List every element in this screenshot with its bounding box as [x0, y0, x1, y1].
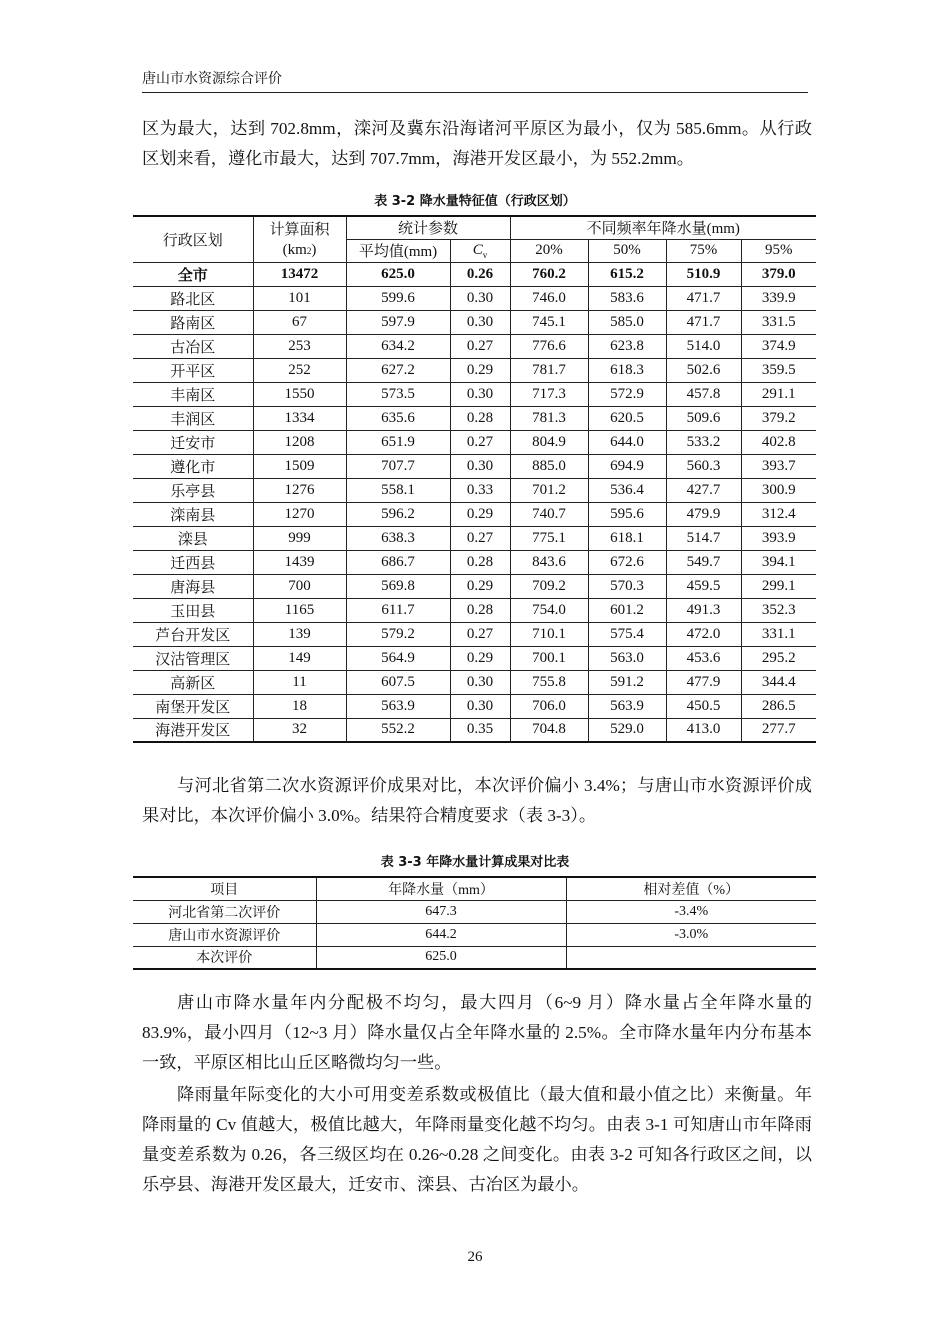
cell-p50: 618.1 — [588, 526, 666, 550]
table-body — [133, 900, 816, 969]
cell-p95: 393.7 — [741, 454, 816, 478]
table-row — [133, 694, 816, 718]
cell-p50: 615.2 — [588, 262, 666, 286]
cell-cv: 0.28 — [450, 598, 510, 622]
cell-p75: 479.9 — [666, 502, 741, 526]
cell-area: 139 — [253, 622, 346, 646]
cell-mean: 564.9 — [346, 646, 450, 670]
cell-p95: 359.5 — [741, 358, 816, 382]
header-p95: 95% — [741, 239, 816, 262]
cell-area: 1165 — [253, 598, 346, 622]
cell-area: 13472 — [253, 262, 346, 286]
header-area-unit: (km2) — [253, 239, 346, 262]
cell-p50: 563.0 — [588, 646, 666, 670]
table-row — [133, 622, 816, 646]
cell-item: 河北省第二次评价 — [133, 900, 316, 923]
cell-area: 252 — [253, 358, 346, 382]
cell-p50: 618.3 — [588, 358, 666, 382]
cell-cv: 0.27 — [450, 334, 510, 358]
table-row — [133, 718, 816, 742]
header-diff: 相对差值（%） — [566, 877, 816, 900]
table-row — [133, 946, 816, 969]
cell-mean: 597.9 — [346, 310, 450, 334]
cell-mean: 579.2 — [346, 622, 450, 646]
cell-region: 古冶区 — [133, 334, 253, 358]
cell-p20: 804.9 — [510, 430, 588, 454]
cell-p50: 623.8 — [588, 334, 666, 358]
header-freq: 不同频率年降水量(mm) — [510, 216, 816, 239]
cell-region: 高新区 — [133, 670, 253, 694]
cell-region: 开平区 — [133, 358, 253, 382]
cell-p20: 700.1 — [510, 646, 588, 670]
cell-p50: 572.9 — [588, 382, 666, 406]
cell-area: 1550 — [253, 382, 346, 406]
table-row — [133, 430, 816, 454]
cell-p75: 471.7 — [666, 310, 741, 334]
cell-p95: 402.8 — [741, 430, 816, 454]
cell-p95: 374.9 — [741, 334, 816, 358]
cell-area: 1334 — [253, 406, 346, 430]
cell-p20: 776.6 — [510, 334, 588, 358]
cell-mean: 607.5 — [346, 670, 450, 694]
paragraph-2: 与河北省第二次水资源评价成果对比，本次评价偏小 3.4%；与唐山市水资源评价成果对比，本次评价偏小 3.0%。结果符合精度要求（表 3-3）。 — [142, 776, 812, 825]
cell-mean: 558.1 — [346, 478, 450, 502]
cell-p50: 529.0 — [588, 718, 666, 742]
cell-p50: 620.5 — [588, 406, 666, 430]
cell-cv: 0.27 — [450, 526, 510, 550]
cell-area: 700 — [253, 574, 346, 598]
header-p50: 50% — [588, 239, 666, 262]
cell-p20: 704.8 — [510, 718, 588, 742]
cell-p75: 509.6 — [666, 406, 741, 430]
cell-p75: 459.5 — [666, 574, 741, 598]
table-header-row — [133, 877, 816, 900]
cell-mean: 611.7 — [346, 598, 450, 622]
cell-p20: 781.3 — [510, 406, 588, 430]
table-row — [133, 382, 816, 406]
cell-p75: 450.5 — [666, 694, 741, 718]
cell-p75: 502.6 — [666, 358, 741, 382]
cell-annual: 625.0 — [316, 946, 566, 969]
cell-area: 1208 — [253, 430, 346, 454]
cell-cv: 0.30 — [450, 382, 510, 406]
table-header-row-1 — [133, 216, 816, 239]
table-row — [133, 923, 816, 946]
cell-mean: 638.3 — [346, 526, 450, 550]
cell-p75: 453.6 — [666, 646, 741, 670]
cell-diff — [566, 946, 816, 969]
cell-cv: 0.33 — [450, 478, 510, 502]
cell-region: 丰南区 — [133, 382, 253, 406]
table-total-row — [133, 262, 816, 286]
cell-p95: 352.3 — [741, 598, 816, 622]
cell-cv: 0.28 — [450, 406, 510, 430]
cell-cv: 0.27 — [450, 430, 510, 454]
paragraph-1: 区为最大，达到 702.8mm，滦河及冀东沿海诸河平原区为最小，仅为 585.6mm。从行政区划来看，遵化市最大，达到 707.7mm，海港开发区最小，为 552.2mm。 — [142, 119, 812, 168]
cell-p50: 570.3 — [588, 574, 666, 598]
cell-cv: 0.29 — [450, 646, 510, 670]
cell-area: 18 — [253, 694, 346, 718]
cell-cv: 0.30 — [450, 694, 510, 718]
cell-p20: 843.6 — [510, 550, 588, 574]
cell-p20: 755.8 — [510, 670, 588, 694]
cell-diff: -3.0% — [566, 923, 816, 946]
cell-area: 101 — [253, 286, 346, 310]
cell-cv: 0.29 — [450, 502, 510, 526]
cell-region: 海港开发区 — [133, 718, 253, 742]
cell-p95: 393.9 — [741, 526, 816, 550]
cell-p50: 536.4 — [588, 478, 666, 502]
cell-p20: 745.1 — [510, 310, 588, 334]
cell-cv: 0.28 — [450, 550, 510, 574]
cell-p75: 457.8 — [666, 382, 741, 406]
cell-annual: 647.3 — [316, 900, 566, 923]
cell-p95: 295.2 — [741, 646, 816, 670]
cell-region: 玉田县 — [133, 598, 253, 622]
table-3-2-caption: 表 3-2 降水量特征值（行政区划） — [374, 194, 576, 209]
table-row — [133, 358, 816, 382]
table-row — [133, 454, 816, 478]
header-stats: 统计参数 — [346, 216, 510, 239]
cell-diff: -3.4% — [566, 900, 816, 923]
cell-region: 遵化市 — [133, 454, 253, 478]
cell-p95: 299.1 — [741, 574, 816, 598]
cell-item: 唐山市水资源评价 — [133, 923, 316, 946]
header-item: 项目 — [133, 877, 316, 900]
cell-p75: 472.0 — [666, 622, 741, 646]
cell-p20: 710.1 — [510, 622, 588, 646]
table-row — [133, 502, 816, 526]
cell-mean: 563.9 — [346, 694, 450, 718]
cell-p75: 560.3 — [666, 454, 741, 478]
cell-area: 1439 — [253, 550, 346, 574]
cell-p20: 754.0 — [510, 598, 588, 622]
cell-mean: 686.7 — [346, 550, 450, 574]
cell-area: 1276 — [253, 478, 346, 502]
table-3-3-caption: 表 3-3 年降水量计算成果对比表 — [380, 855, 570, 870]
table-row — [133, 526, 816, 550]
cell-mean: 635.6 — [346, 406, 450, 430]
cell-cv: 0.27 — [450, 622, 510, 646]
table-row — [133, 334, 816, 358]
cell-mean: 625.0 — [346, 262, 450, 286]
table-row — [133, 286, 816, 310]
cell-region: 全市 — [133, 262, 253, 286]
cell-p20: 775.1 — [510, 526, 588, 550]
table-row — [133, 478, 816, 502]
cell-p20: 717.3 — [510, 382, 588, 406]
cell-p75: 491.3 — [666, 598, 741, 622]
cell-cv: 0.29 — [450, 358, 510, 382]
cell-cv: 0.30 — [450, 286, 510, 310]
cell-region: 唐海县 — [133, 574, 253, 598]
cell-area: 11 — [253, 670, 346, 694]
cell-region: 路北区 — [133, 286, 253, 310]
cell-region: 丰润区 — [133, 406, 253, 430]
running-header: 唐山市水资源综合评价 — [142, 68, 808, 93]
cell-region: 南堡开发区 — [133, 694, 253, 718]
cell-p20: 746.0 — [510, 286, 588, 310]
cell-mean: 651.9 — [346, 430, 450, 454]
cell-p75: 471.7 — [666, 286, 741, 310]
cell-cv: 0.30 — [450, 310, 510, 334]
cell-region: 迁西县 — [133, 550, 253, 574]
cell-area: 149 — [253, 646, 346, 670]
header-region: 行政区划 — [133, 216, 253, 262]
cell-area: 999 — [253, 526, 346, 550]
cell-annual: 644.2 — [316, 923, 566, 946]
page-number: 26 — [467, 1249, 483, 1265]
cell-p20: 740.7 — [510, 502, 588, 526]
table-row — [133, 646, 816, 670]
cell-cv: 0.30 — [450, 670, 510, 694]
cell-p95: 339.9 — [741, 286, 816, 310]
header-mean: 平均值(mm) — [346, 239, 450, 262]
cell-p50: 601.2 — [588, 598, 666, 622]
cell-p95: 277.7 — [741, 718, 816, 742]
cell-mean: 599.6 — [346, 286, 450, 310]
cell-p50: 644.0 — [588, 430, 666, 454]
cell-region: 滦县 — [133, 526, 253, 550]
cell-p50: 575.4 — [588, 622, 666, 646]
cell-p50: 585.0 — [588, 310, 666, 334]
cell-region: 芦台开发区 — [133, 622, 253, 646]
cell-p50: 591.2 — [588, 670, 666, 694]
cell-mean: 573.5 — [346, 382, 450, 406]
table-body — [133, 286, 816, 742]
cell-p75: 549.7 — [666, 550, 741, 574]
cell-item: 本次评价 — [133, 946, 316, 969]
cell-p95: 331.5 — [741, 310, 816, 334]
header-annual: 年降水量（mm） — [316, 877, 566, 900]
cell-p20: 709.2 — [510, 574, 588, 598]
cell-area: 67 — [253, 310, 346, 334]
cell-p50: 583.6 — [588, 286, 666, 310]
cell-p75: 533.2 — [666, 430, 741, 454]
cell-p95: 379.0 — [741, 262, 816, 286]
cell-p50: 672.6 — [588, 550, 666, 574]
cell-p50: 694.9 — [588, 454, 666, 478]
table-row — [133, 574, 816, 598]
cell-p20: 706.0 — [510, 694, 588, 718]
cell-cv: 0.29 — [450, 574, 510, 598]
table-row — [133, 598, 816, 622]
cell-cv: 0.30 — [450, 454, 510, 478]
cell-p75: 477.9 — [666, 670, 741, 694]
cell-p75: 510.9 — [666, 262, 741, 286]
header-p75: 75% — [666, 239, 741, 262]
cell-p20: 781.7 — [510, 358, 588, 382]
table-row — [133, 900, 816, 923]
cell-p95: 286.5 — [741, 694, 816, 718]
precipitation-characteristics-table — [133, 215, 816, 743]
cell-p75: 514.7 — [666, 526, 741, 550]
cell-mean: 634.2 — [346, 334, 450, 358]
cell-region: 汉沽管理区 — [133, 646, 253, 670]
cell-p75: 413.0 — [666, 718, 741, 742]
cell-area: 32 — [253, 718, 346, 742]
cell-mean: 707.7 — [346, 454, 450, 478]
cell-p20: 701.2 — [510, 478, 588, 502]
cell-p50: 595.6 — [588, 502, 666, 526]
cell-p95: 300.9 — [741, 478, 816, 502]
paragraph-3: 唐山市降水量年内分配极不均匀，最大四月（6~9 月）降水量占全年降水量的 83.9%，最小四月（12~3 月）降水量仅占全年降水量的 2.5%。全市降水量年内分布基本一致，平原区相比山丘区略微均匀一些。 — [142, 993, 812, 1072]
header-cv: $C_v$ — [450, 239, 510, 262]
cell-mean: 569.8 — [346, 574, 450, 598]
cell-p95: 379.2 — [741, 406, 816, 430]
cell-area: 1270 — [253, 502, 346, 526]
table-row — [133, 550, 816, 574]
header-p20: 20% — [510, 239, 588, 262]
cell-mean: 552.2 — [346, 718, 450, 742]
cell-cv: 0.35 — [450, 718, 510, 742]
paragraph-4: 降雨量年际变化的大小可用变差系数或极值比（最大值和最小值之比）来衡量。年降雨量的 Cv 值越大，极值比越大，年降雨量变化越不均匀。由表 3-1 可知唐山市年降雨量变差系数为 0.26，各三级区均在 0.26~0.28 之间变化。由表 3-2 可知各行政区之间，以乐亭县、海港开发区最大，迁安市、滦县、古冶区为最小。 — [142, 1085, 812, 1194]
header-area: 计算面积 — [253, 216, 346, 239]
cell-p95: 344.4 — [741, 670, 816, 694]
table-row — [133, 310, 816, 334]
table-row — [133, 670, 816, 694]
cell-mean: 596.2 — [346, 502, 450, 526]
cell-p95: 291.1 — [741, 382, 816, 406]
cell-mean: 627.2 — [346, 358, 450, 382]
cell-p20: 885.0 — [510, 454, 588, 478]
cell-p95: 331.1 — [741, 622, 816, 646]
cell-p75: 427.7 — [666, 478, 741, 502]
cell-region: 滦南县 — [133, 502, 253, 526]
cell-cv: 0.26 — [450, 262, 510, 286]
cell-p20: 760.2 — [510, 262, 588, 286]
precipitation-comparison-table — [133, 876, 816, 970]
cell-p75: 514.0 — [666, 334, 741, 358]
cell-p50: 563.9 — [588, 694, 666, 718]
cell-region: 路南区 — [133, 310, 253, 334]
cell-p95: 312.4 — [741, 502, 816, 526]
cell-area: 1509 — [253, 454, 346, 478]
cell-area: 253 — [253, 334, 346, 358]
cell-region: 乐亭县 — [133, 478, 253, 502]
cell-region: 迁安市 — [133, 430, 253, 454]
cell-p95: 394.1 — [741, 550, 816, 574]
table-row — [133, 406, 816, 430]
